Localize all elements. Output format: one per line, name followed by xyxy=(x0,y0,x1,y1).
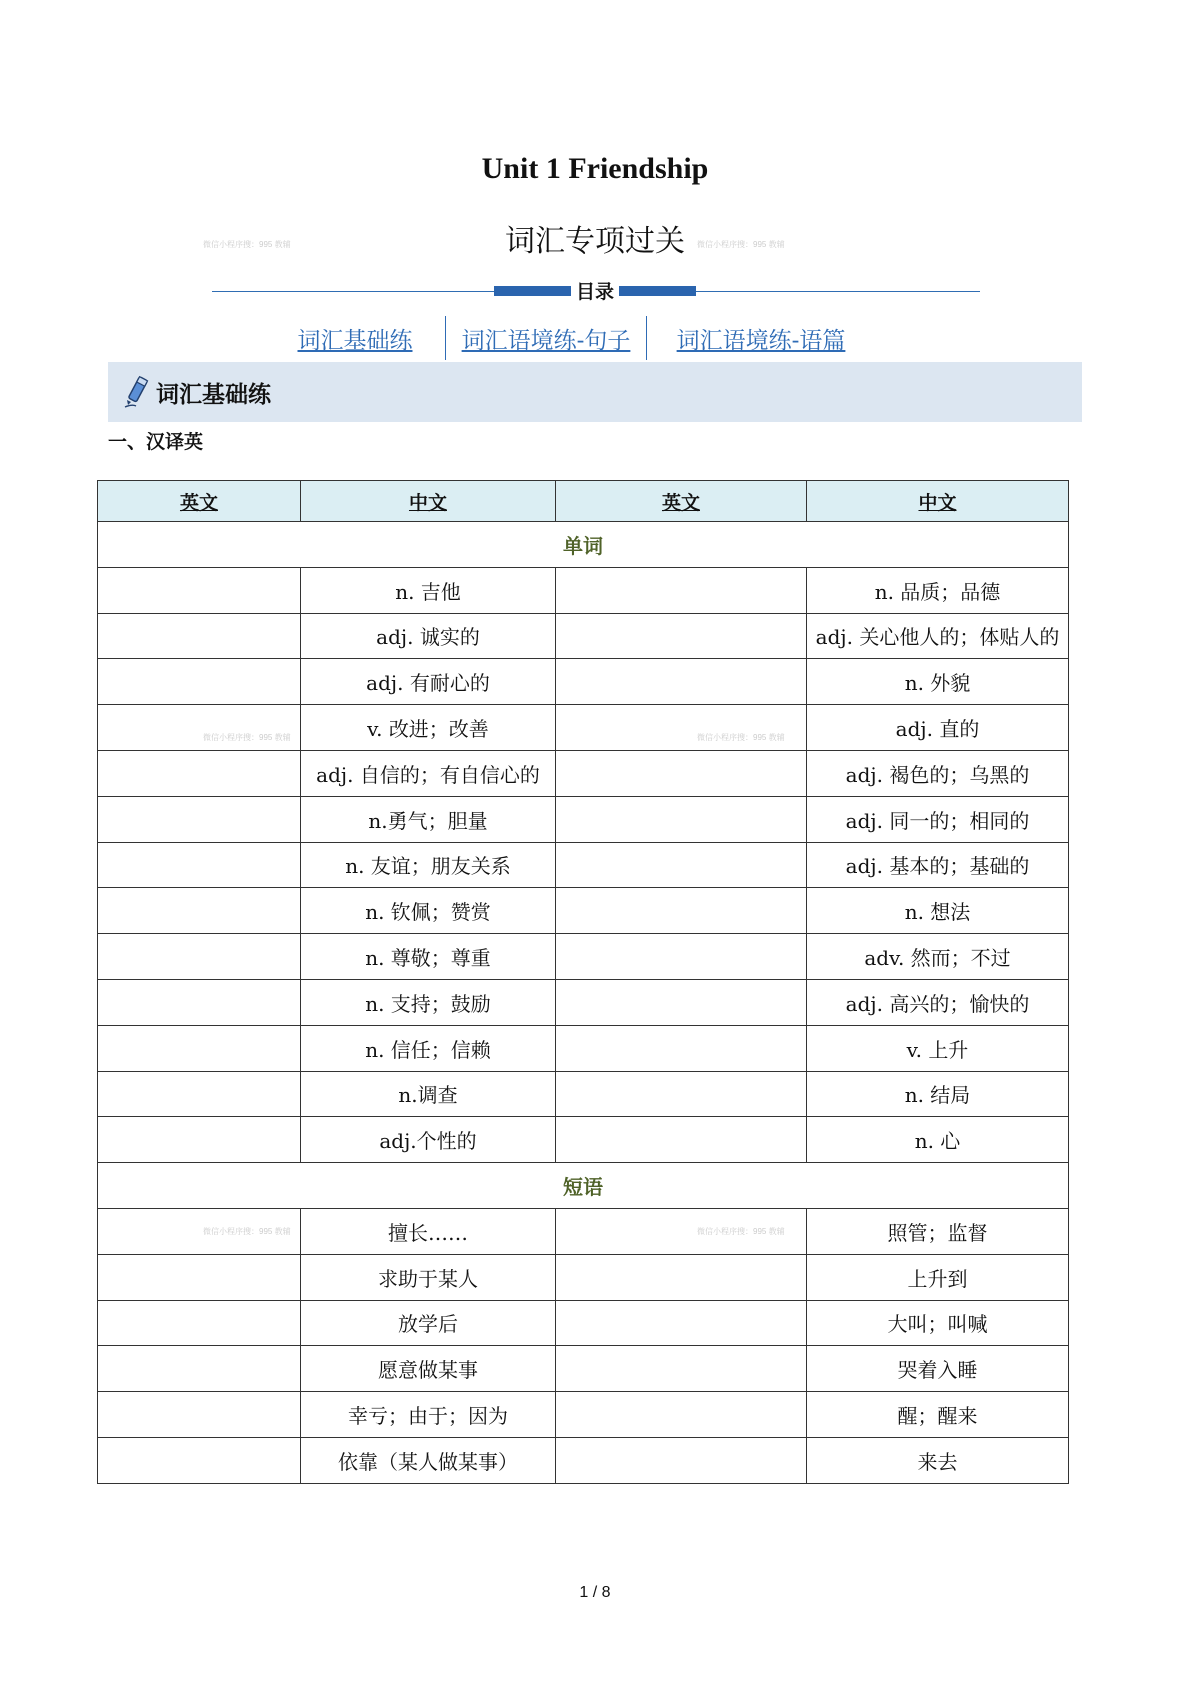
toc-label: 目录 xyxy=(571,279,619,305)
english-answer-cell[interactable] xyxy=(98,1025,301,1071)
chinese-prompt-cell: 醒；醒来 xyxy=(807,1392,1069,1438)
header-english: 英文 xyxy=(98,481,301,522)
chinese-prompt-cell: n. 支持；鼓励 xyxy=(301,979,556,1025)
chinese-prompt-cell: n. 心 xyxy=(807,1117,1069,1163)
english-answer-cell[interactable] xyxy=(556,1300,807,1346)
table-row xyxy=(98,1437,1069,1483)
table-row xyxy=(98,659,1069,705)
english-answer-cell[interactable] xyxy=(98,750,301,796)
english-answer-cell[interactable] xyxy=(98,1071,301,1117)
table-row xyxy=(98,567,1069,613)
toc-link-sentences[interactable]: 词汇语境练-句子 xyxy=(461,327,631,354)
chinese-prompt-cell: n. 尊敬；尊重 xyxy=(301,934,556,980)
english-answer-cell[interactable] xyxy=(98,1346,301,1392)
chinese-prompt-cell: v. 改进；改善 xyxy=(301,705,556,751)
chinese-prompt-cell: adj. 同一的；相同的 xyxy=(807,796,1069,842)
english-answer-cell[interactable] xyxy=(98,1254,301,1300)
english-answer-cell[interactable] xyxy=(98,659,301,705)
toc-link-basic[interactable]: 词汇基础练 xyxy=(297,327,413,354)
english-answer-cell[interactable] xyxy=(98,842,301,888)
group-row xyxy=(98,522,1069,568)
table-row xyxy=(98,1025,1069,1071)
chinese-prompt-cell: 照管；监督 xyxy=(807,1208,1069,1254)
table-row xyxy=(98,1254,1069,1300)
english-answer-cell[interactable] xyxy=(98,1392,301,1438)
english-answer-cell[interactable] xyxy=(556,659,807,705)
english-answer-cell[interactable] xyxy=(98,888,301,934)
table-row xyxy=(98,1346,1069,1392)
table-row xyxy=(98,1117,1069,1163)
table-row xyxy=(98,750,1069,796)
english-answer-cell[interactable] xyxy=(98,1117,301,1163)
chinese-prompt-cell: adj. 诚实的 xyxy=(301,613,556,659)
table-row xyxy=(98,1300,1069,1346)
watermark: 微信小程序搜：995 教辅 xyxy=(203,240,291,249)
chinese-prompt-cell: n. 品质；品德 xyxy=(807,567,1069,613)
english-answer-cell[interactable] xyxy=(98,705,301,751)
chinese-prompt-cell: n. 吉他 xyxy=(301,567,556,613)
english-answer-cell[interactable] xyxy=(98,1437,301,1483)
english-answer-cell[interactable] xyxy=(556,1437,807,1483)
watermark: 微信小程序搜：995 教辅 xyxy=(203,733,291,742)
english-answer-cell[interactable] xyxy=(556,613,807,659)
chinese-prompt-cell: 大叫；叫喊 xyxy=(807,1300,1069,1346)
chinese-prompt-cell: adj. 基本的；基础的 xyxy=(807,842,1069,888)
table-row xyxy=(98,613,1069,659)
chinese-prompt-cell: 依靠（某人做某事） xyxy=(301,1437,556,1483)
section-header xyxy=(108,362,1082,422)
english-answer-cell[interactable] xyxy=(556,1254,807,1300)
chinese-prompt-cell: 哭着入睡 xyxy=(807,1346,1069,1392)
chinese-prompt-cell: n. 友谊；朋友关系 xyxy=(301,842,556,888)
table-row xyxy=(98,888,1069,934)
document-subtitle: 词汇专项过关 xyxy=(505,224,685,259)
vocab-table xyxy=(97,480,1069,1484)
chinese-prompt-cell: 擅长…… xyxy=(301,1208,556,1254)
group-label: 短语 xyxy=(98,1163,1069,1209)
table-row xyxy=(98,979,1069,1025)
chinese-prompt-cell: 来去 xyxy=(807,1437,1069,1483)
chinese-prompt-cell: adj. 有耐心的 xyxy=(301,659,556,705)
chinese-prompt-cell: n.勇气；胆量 xyxy=(301,796,556,842)
chinese-prompt-cell: adj. 高兴的；愉快的 xyxy=(807,979,1069,1025)
watermark: 微信小程序搜：995 教辅 xyxy=(697,240,785,249)
table-row xyxy=(98,1392,1069,1438)
group-label: 单词 xyxy=(98,522,1069,568)
english-answer-cell[interactable] xyxy=(556,1071,807,1117)
chinese-prompt-cell: 放学后 xyxy=(301,1300,556,1346)
chinese-prompt-cell: n. 结局 xyxy=(807,1071,1069,1117)
chinese-prompt-cell: v. 上升 xyxy=(807,1025,1069,1071)
chinese-prompt-cell: adj. 自信的；有自信心的 xyxy=(301,750,556,796)
watermark: 微信小程序搜：995 教辅 xyxy=(203,1227,291,1236)
english-answer-cell[interactable] xyxy=(556,1392,807,1438)
chinese-prompt-cell: n. 想法 xyxy=(807,888,1069,934)
chinese-prompt-cell: 幸亏；由于；因为 xyxy=(301,1392,556,1438)
table-header-row xyxy=(98,481,1069,522)
table-row xyxy=(98,1071,1069,1117)
chinese-prompt-cell: 上升到 xyxy=(807,1254,1069,1300)
watermark: 微信小程序搜：995 教辅 xyxy=(697,1227,785,1236)
english-answer-cell[interactable] xyxy=(556,567,807,613)
part-title: 一、汉译英 xyxy=(108,431,204,453)
english-answer-cell[interactable] xyxy=(556,705,807,751)
header-chinese: 中文 xyxy=(807,481,1069,522)
document-title: Unit 1 Friendship xyxy=(481,152,709,185)
chinese-prompt-cell: n. 钦佩；赞赏 xyxy=(301,888,556,934)
page-number: 1 / 8 xyxy=(579,1584,611,1601)
chinese-prompt-cell: adj. 关心他人的；体贴人的 xyxy=(807,613,1069,659)
english-answer-cell[interactable] xyxy=(98,1300,301,1346)
english-answer-cell[interactable] xyxy=(556,934,807,980)
english-answer-cell[interactable] xyxy=(556,842,807,888)
chinese-prompt-cell: adj. 褐色的；乌黑的 xyxy=(807,750,1069,796)
table-row xyxy=(98,934,1069,980)
chinese-prompt-cell: n. 信任；信赖 xyxy=(301,1025,556,1071)
table-body xyxy=(98,522,1069,1484)
header-english: 英文 xyxy=(556,481,807,522)
english-answer-cell[interactable] xyxy=(556,1117,807,1163)
english-answer-cell[interactable] xyxy=(98,934,301,980)
table-row xyxy=(98,842,1069,888)
group-row xyxy=(98,1163,1069,1209)
section-title: 词汇基础练 xyxy=(156,380,271,408)
chinese-prompt-cell: 愿意做某事 xyxy=(301,1346,556,1392)
chinese-prompt-cell: adj. 直的 xyxy=(807,705,1069,751)
chinese-prompt-cell: adv. 然而；不过 xyxy=(807,934,1069,980)
english-answer-cell[interactable] xyxy=(556,888,807,934)
english-answer-cell[interactable] xyxy=(98,613,301,659)
english-answer-cell[interactable] xyxy=(98,796,301,842)
toc-link-passage[interactable]: 词汇语境练-语篇 xyxy=(676,327,846,354)
table-row xyxy=(98,705,1069,751)
english-answer-cell[interactable] xyxy=(556,750,807,796)
watermark: 微信小程序搜：995 教辅 xyxy=(697,733,785,742)
toc-links xyxy=(285,316,935,360)
chinese-prompt-cell: adj.个性的 xyxy=(301,1117,556,1163)
table-row xyxy=(98,796,1069,842)
chinese-prompt-cell: n. 外貌 xyxy=(807,659,1069,705)
english-answer-cell[interactable] xyxy=(556,796,807,842)
english-answer-cell[interactable] xyxy=(556,979,807,1025)
english-answer-cell[interactable] xyxy=(556,1025,807,1071)
chinese-prompt-cell: 求助于某人 xyxy=(301,1254,556,1300)
chinese-prompt-cell: n.调查 xyxy=(301,1071,556,1117)
english-answer-cell[interactable] xyxy=(98,979,301,1025)
header-chinese: 中文 xyxy=(301,481,556,522)
english-answer-cell[interactable] xyxy=(556,1346,807,1392)
pencil-icon xyxy=(122,375,152,409)
english-answer-cell[interactable] xyxy=(98,567,301,613)
